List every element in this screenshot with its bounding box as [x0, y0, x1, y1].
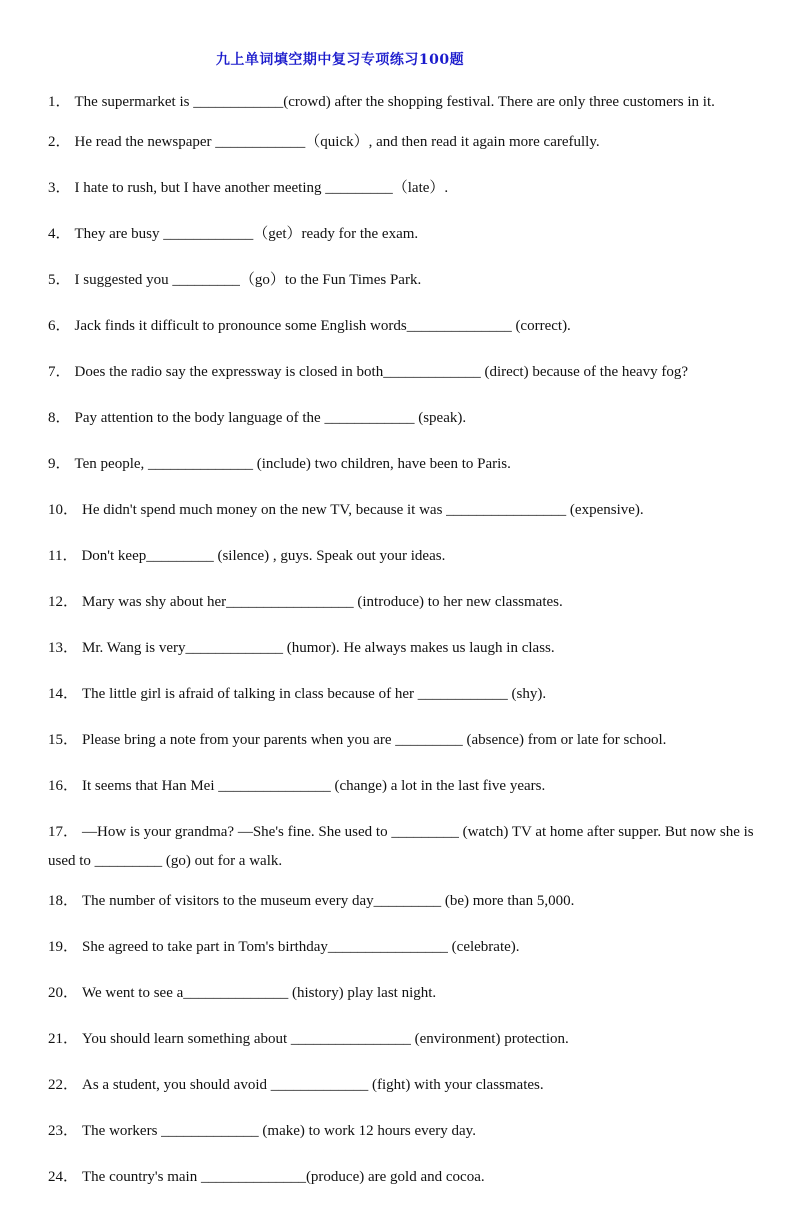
- question-item: [48, 772, 758, 801]
- question-text: Don't keep_________ (silence) , guys. Speak out your ideas.: [81, 548, 446, 564]
- question-text: —How is your grandma? —She's fine. She used to _________ (watch) TV at home after supper. But now she is used to _________ (go) out for a walk.: [48, 824, 754, 869]
- question-text: The country's main ______________(produce) are gold and cocoa.: [82, 1169, 485, 1185]
- question-number: 17．: [48, 824, 79, 840]
- question-item: [48, 542, 758, 571]
- question-item: [48, 496, 758, 525]
- question-list: [48, 88, 758, 1209]
- question-text: I hate to rush, but I have another meeting _________（late）.: [74, 180, 449, 196]
- question-text: Jack finds it difficult to pronounce some English words______________ (correct).: [74, 318, 571, 334]
- question-number: 1．: [48, 94, 71, 110]
- question-text: The number of visitors to the museum every day_________ (be) more than 5,000.: [82, 893, 575, 909]
- question-item: [48, 1163, 758, 1192]
- question-text: Does the radio say the expressway is closed in both_____________ (direct) because of the heavy fog?: [74, 364, 689, 380]
- question-number: 23．: [48, 1123, 79, 1139]
- question-number: 11．: [48, 548, 78, 564]
- question-item: [48, 88, 758, 117]
- question-item: [48, 266, 758, 295]
- question-number: 15．: [48, 732, 79, 748]
- question-item: [48, 588, 758, 617]
- question-item: [48, 450, 758, 479]
- question-number: 19．: [48, 939, 79, 955]
- question-number: 4．: [48, 226, 71, 242]
- question-number: 2．: [48, 134, 71, 150]
- question-number: 6．: [48, 318, 71, 334]
- question-item: [48, 174, 758, 203]
- question-number: 13．: [48, 640, 79, 656]
- question-text: Mary was shy about her_________________ (introduce) to her new classmates.: [82, 594, 563, 610]
- question-text: The workers _____________ (make) to work 12 hours every day.: [82, 1123, 476, 1139]
- question-text: Pay attention to the body language of the ____________ (speak).: [74, 410, 467, 426]
- question-number: 8．: [48, 410, 71, 426]
- question-item: [48, 887, 758, 916]
- question-item: [48, 726, 758, 755]
- question-number: 10．: [48, 502, 79, 518]
- question-item: [48, 933, 758, 962]
- question-text: I suggested you _________（go）to the Fun Times Park.: [74, 272, 422, 288]
- question-text: You should learn something about ________________ (environment) protection.: [82, 1031, 569, 1047]
- question-item: [48, 634, 758, 663]
- question-item: [48, 128, 758, 157]
- question-item: [48, 1071, 758, 1100]
- question-text: They are busy ____________（get）ready for the exam.: [74, 226, 419, 242]
- question-text: He didn't spend much money on the new TV, because it was ________________ (expensive).: [82, 502, 644, 518]
- question-number: 12．: [48, 594, 79, 610]
- question-text: She agreed to take part in Tom's birthday________________ (celebrate).: [82, 939, 520, 955]
- worksheet-title: 九上单词填空期中复习专项练习100题: [215, 52, 465, 68]
- question-number: 3．: [48, 180, 71, 196]
- question-number: 14．: [48, 686, 79, 702]
- question-item: [48, 358, 758, 387]
- question-text: He read the newspaper ____________（quick）, and then read it again more carefully.: [74, 134, 600, 150]
- question-item: [48, 1025, 758, 1054]
- question-text: The supermarket is ____________(crowd) after the shopping festival. There are only three customers in it.: [74, 94, 715, 110]
- question-item: [48, 1117, 758, 1146]
- question-number: 9．: [48, 456, 71, 472]
- question-number: 5．: [48, 272, 71, 288]
- question-item: [48, 220, 758, 249]
- question-number: 21．: [48, 1031, 79, 1047]
- question-text: Ten people, ______________ (include) two children, have been to Paris.: [74, 456, 511, 472]
- question-number: 7．: [48, 364, 71, 380]
- question-item: [48, 979, 758, 1008]
- question-text: Mr. Wang is very_____________ (humor). He always makes us laugh in class.: [82, 640, 555, 656]
- question-item: [48, 312, 758, 341]
- question-item: [48, 680, 758, 709]
- question-number: 20．: [48, 985, 79, 1001]
- question-number: 18．: [48, 893, 79, 909]
- question-number: 24．: [48, 1169, 79, 1185]
- question-text: As a student, you should avoid _____________ (fight) with your classmates.: [82, 1077, 544, 1093]
- question-text: Please bring a note from your parents when you are _________ (absence) from or late for school.: [82, 732, 667, 748]
- question-text: It seems that Han Mei _______________ (change) a lot in the last five years.: [82, 778, 546, 794]
- question-item: [48, 818, 758, 876]
- question-number: 22．: [48, 1077, 79, 1093]
- question-text: We went to see a______________ (history) play last night.: [82, 985, 437, 1001]
- question-number: 16．: [48, 778, 79, 794]
- question-item: [48, 404, 758, 433]
- question-text: The little girl is afraid of talking in class because of her ____________ (shy).: [82, 686, 547, 702]
